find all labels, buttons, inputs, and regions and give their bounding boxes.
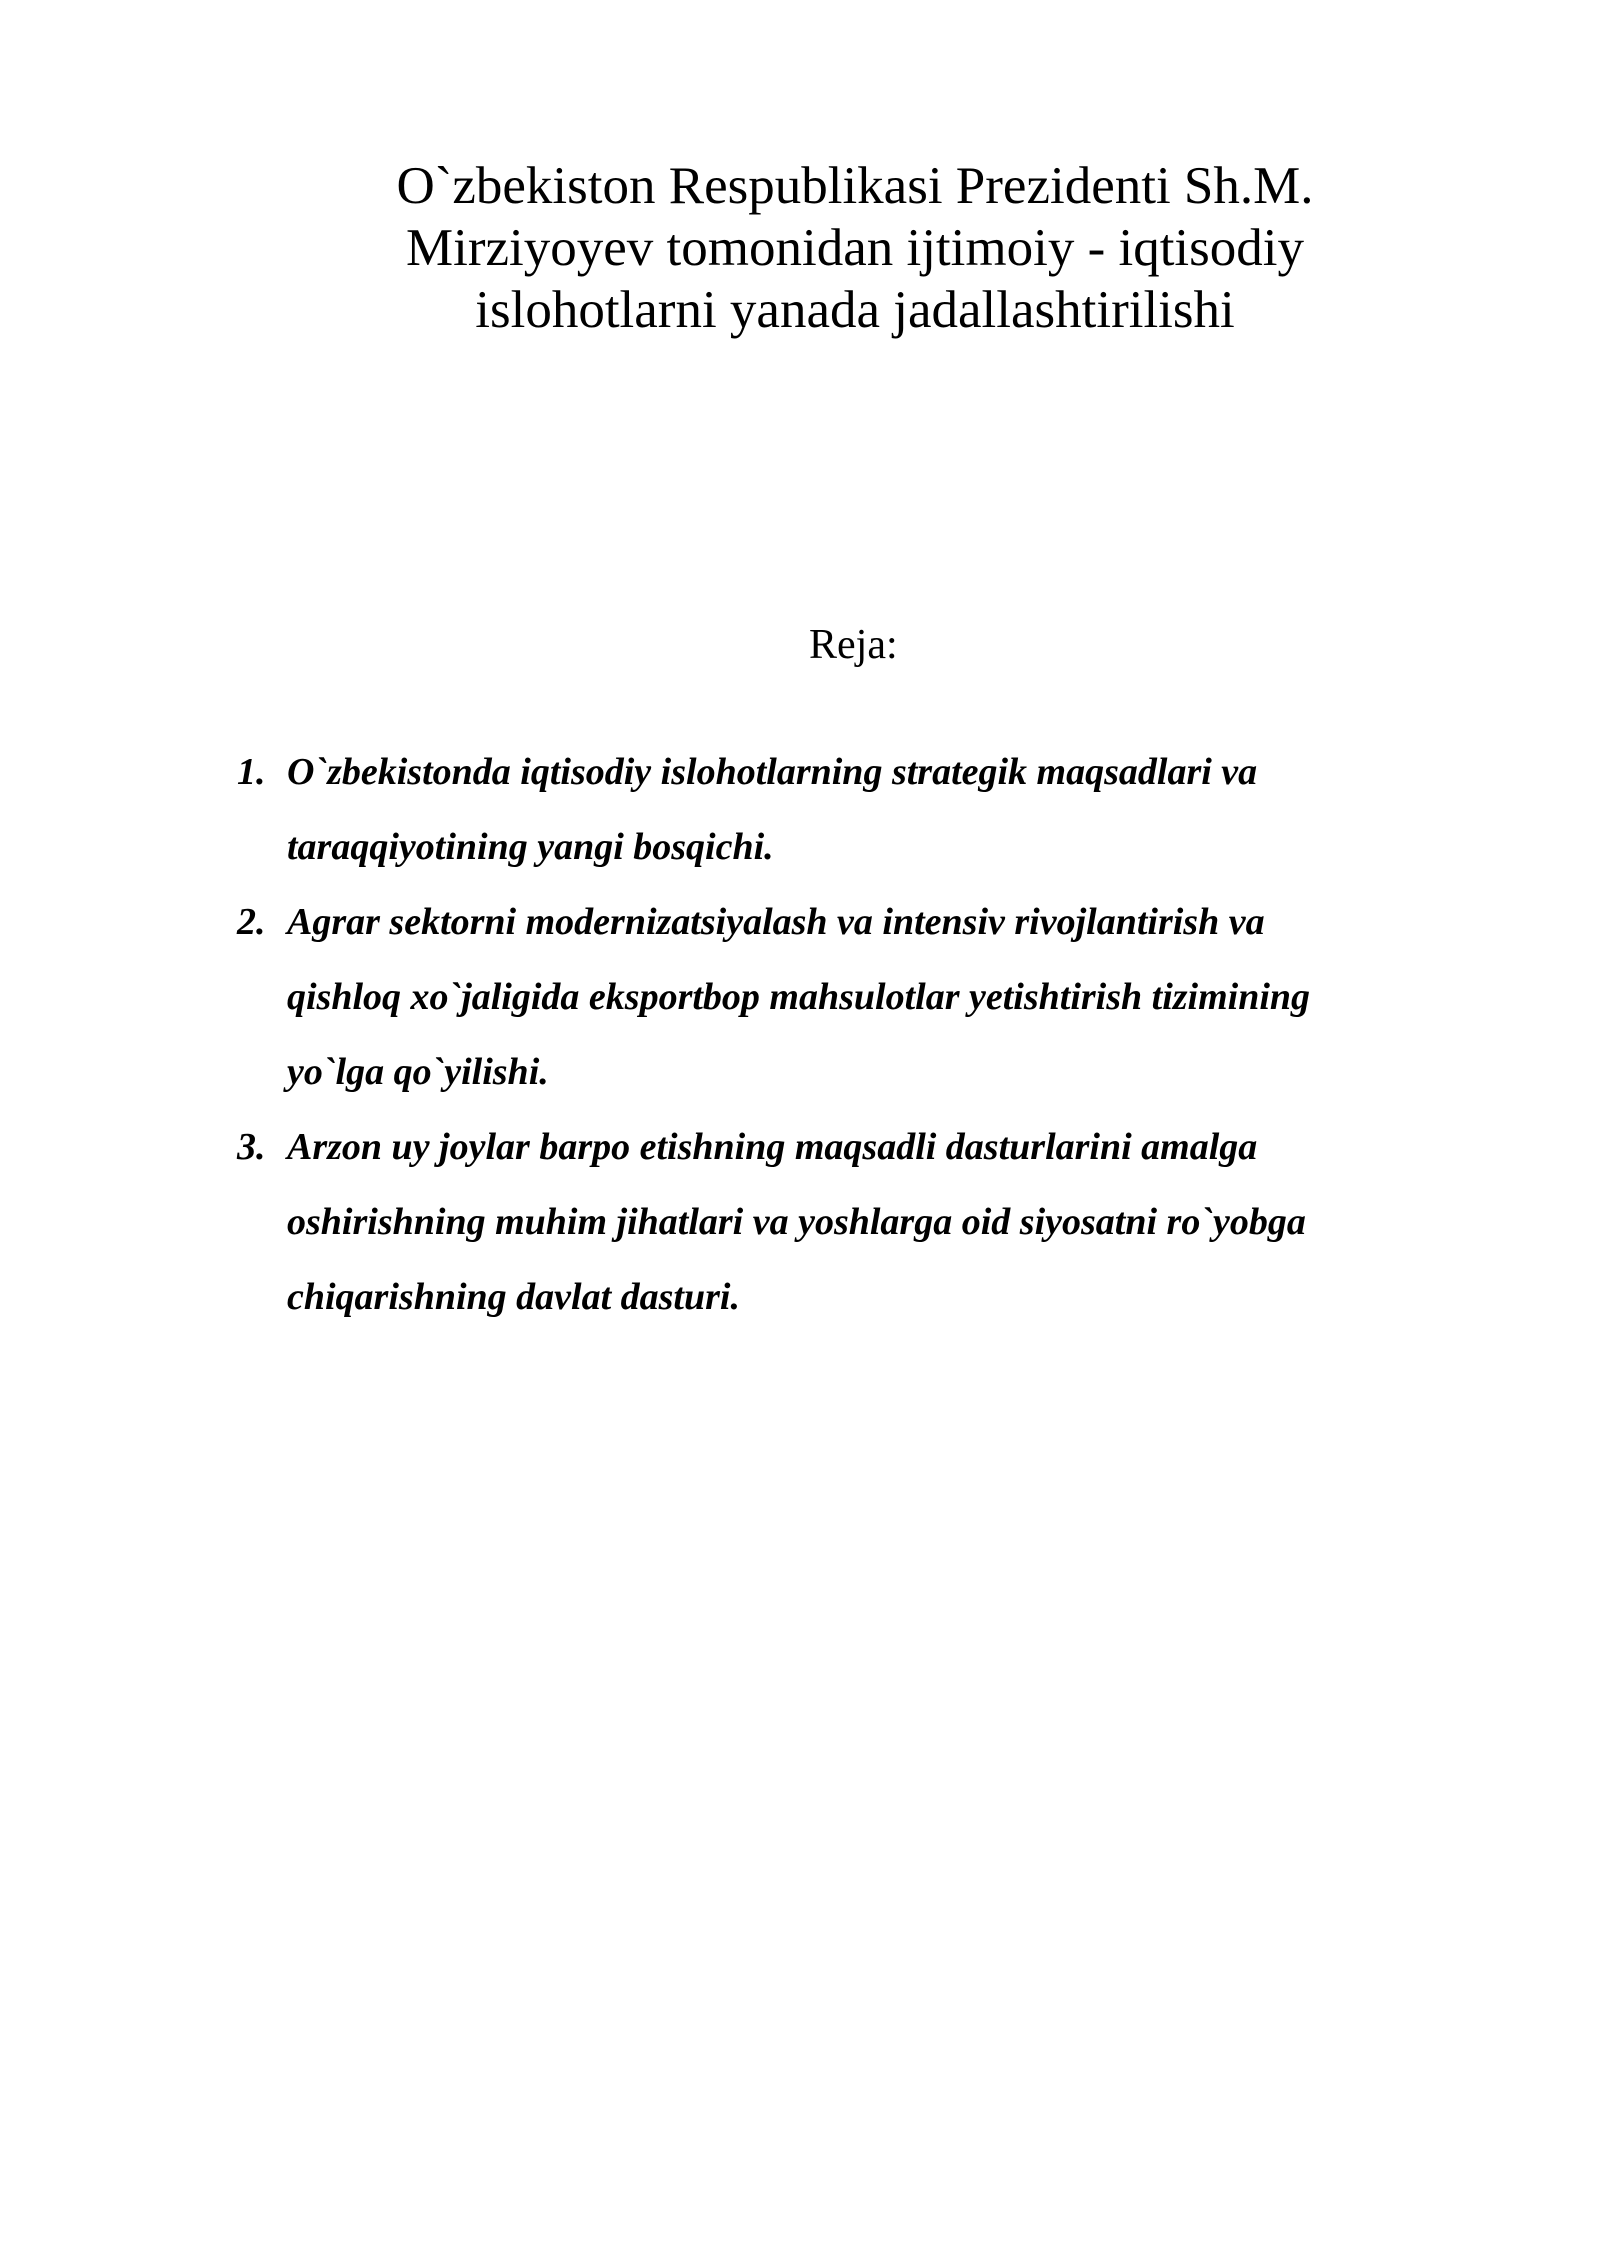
plan-item-text-line: O`zbekistonda iqtisodiy islohotlarning strategik maqsadlari va bbox=[287, 751, 1258, 793]
plan-item-text-line: oshirishning muhim jihatlari va yoshlarga oid siyosatni ro`yobga bbox=[287, 1201, 1306, 1243]
plan-item-text-line: Arzon uy joylar barpo etishning maqsadli dasturlarini amalga bbox=[287, 1126, 1258, 1168]
plan-item-number: 2. bbox=[237, 901, 266, 943]
plan-item-number: 1. bbox=[237, 751, 266, 793]
plan-item-text-line: yo`lga qo`yilishi. bbox=[287, 1051, 549, 1093]
title-line-3: islohotlarni yanada jadallashtirilishi bbox=[475, 281, 1235, 339]
plan-item-2 bbox=[230, 885, 1490, 1110]
document-title bbox=[330, 155, 1380, 341]
plan-item-3 bbox=[230, 1110, 1490, 1335]
plan-item-1 bbox=[230, 735, 1490, 885]
plan-item-number: 3. bbox=[237, 1126, 266, 1168]
title-line-1: O`zbekiston Respublikasi Prezidenti Sh.M. bbox=[396, 157, 1314, 215]
title-line-2: Mirziyoyev tomonidan ijtimoiy - iqtisodiy bbox=[406, 219, 1304, 277]
plan-item-text-line: Agrar sektorni modernizatsiyalash va intensiv rivojlantirish va bbox=[287, 901, 1265, 943]
plan-item-text-line: taraqqiyotining yangi bosqichi. bbox=[287, 826, 774, 868]
plan-item-text-line: qishloq xo`jaligida eksportbop mahsulotlar yetishtirish tizimining bbox=[287, 976, 1311, 1018]
plan-list bbox=[230, 735, 1490, 1335]
plan-item-text-line: chiqarishning davlat dasturi. bbox=[287, 1276, 740, 1318]
plan-heading: Reja: bbox=[809, 622, 898, 668]
